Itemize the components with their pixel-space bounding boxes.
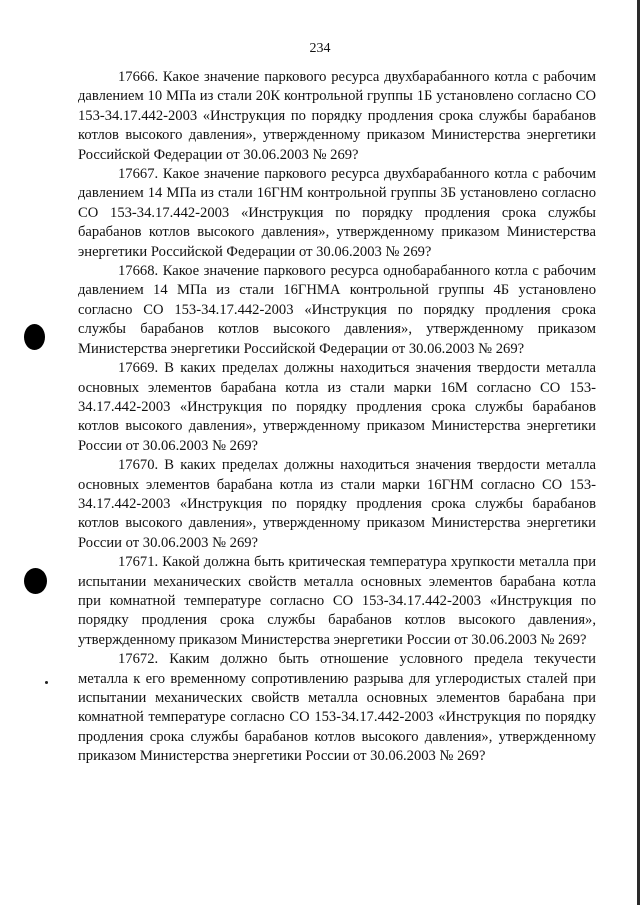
question-17670: 17670. В каких пределах должны находиться значения твердости металла основных элементов барабана котла из стали марки 16ГНМ согласно СО 153-34.17.442-2003 «Инструкция по порядку продления срока службы барабанов котлов высокого давления», утвержденному приказом Министерства энергетики России от 30.06.2003 № 269? bbox=[78, 457, 596, 551]
question-17672: 17672. Каким должно быть отношение условного предела текучести металла к его временному сопротивлению разрыва для углеродистых сталей при испытании механических свойств металла основных элементов барабана при комнатной температуре согласно СО 153-34.17.442-2003 «Инструкция по порядку продления срока службы барабанов котлов высокого давления», утвержденному приказом Министерства энергетики России от 30.06.2003 № 269? bbox=[78, 651, 596, 765]
page-number: 234 bbox=[309, 41, 331, 56]
question-17667: 17667. Какое значение паркового ресурса двухбарабанного котла с рабочим давлением 14 МПа из стали 16ГНМ контрольной группы 3Б установлено согласно СО 153-34.17.442-2003 «Инструкция по порядку продления срока службы барабанов котлов высокого давления», утвержденному приказом Министерства энергетики Российской Федерации от 30.06.2003 № 269? bbox=[78, 166, 596, 260]
question-list bbox=[78, 68, 596, 767]
scan-speck bbox=[45, 681, 48, 684]
question-17666: 17666. Какое значение паркового ресурса двухбарабанного котла с рабочим давлением 10 МПа из стали 20К контрольной группы 1Б установлено согласно СО 153-34.17.442-2003 «Инструкция по порядку продления срока службы барабанов котлов высокого давления», утвержденному приказом Министерства энергетики Российской Федерации от 30.06.2003 № 269? bbox=[78, 69, 596, 163]
question-17669: 17669. В каких пределах должны находиться значения твердости металла основных элементов барабана котла из стали марки 16М согласно СО 153-34.17.442-2003 «Инструкция по порядку продления срока службы барабанов котлов высокого давления», утвержденному приказом Министерства энергетики России от 30.06.2003 № 269? bbox=[78, 360, 596, 454]
question-17671: 17671. Какой должна быть критическая температура хрупкости металла при испытании механических свойств металла основных элементов барабана котла при комнатной температуре согласно СО 153-34.17.442-2003 «Инструкция по порядку продления срока службы барабанов котлов высокого давления», утвержденному приказом Министерства энергетики России от 30.06.2003 № 269? bbox=[78, 554, 596, 648]
punch-hole-mark bbox=[24, 568, 47, 594]
punch-hole-mark bbox=[24, 324, 45, 350]
question-17668: 17668. Какое значение паркового ресурса однобарабанного котла с рабочим давлением 14 МПа из стали 16ГНМА контрольной группы 4Б установлено согласно СО 153-34.17.442-2003 «Инструкция по порядку продления срока службы барабанов котлов высокого давления», утвержденному приказом Министерства энергетики Российской Федерации от 30.06.2003 № 269? bbox=[78, 263, 596, 357]
